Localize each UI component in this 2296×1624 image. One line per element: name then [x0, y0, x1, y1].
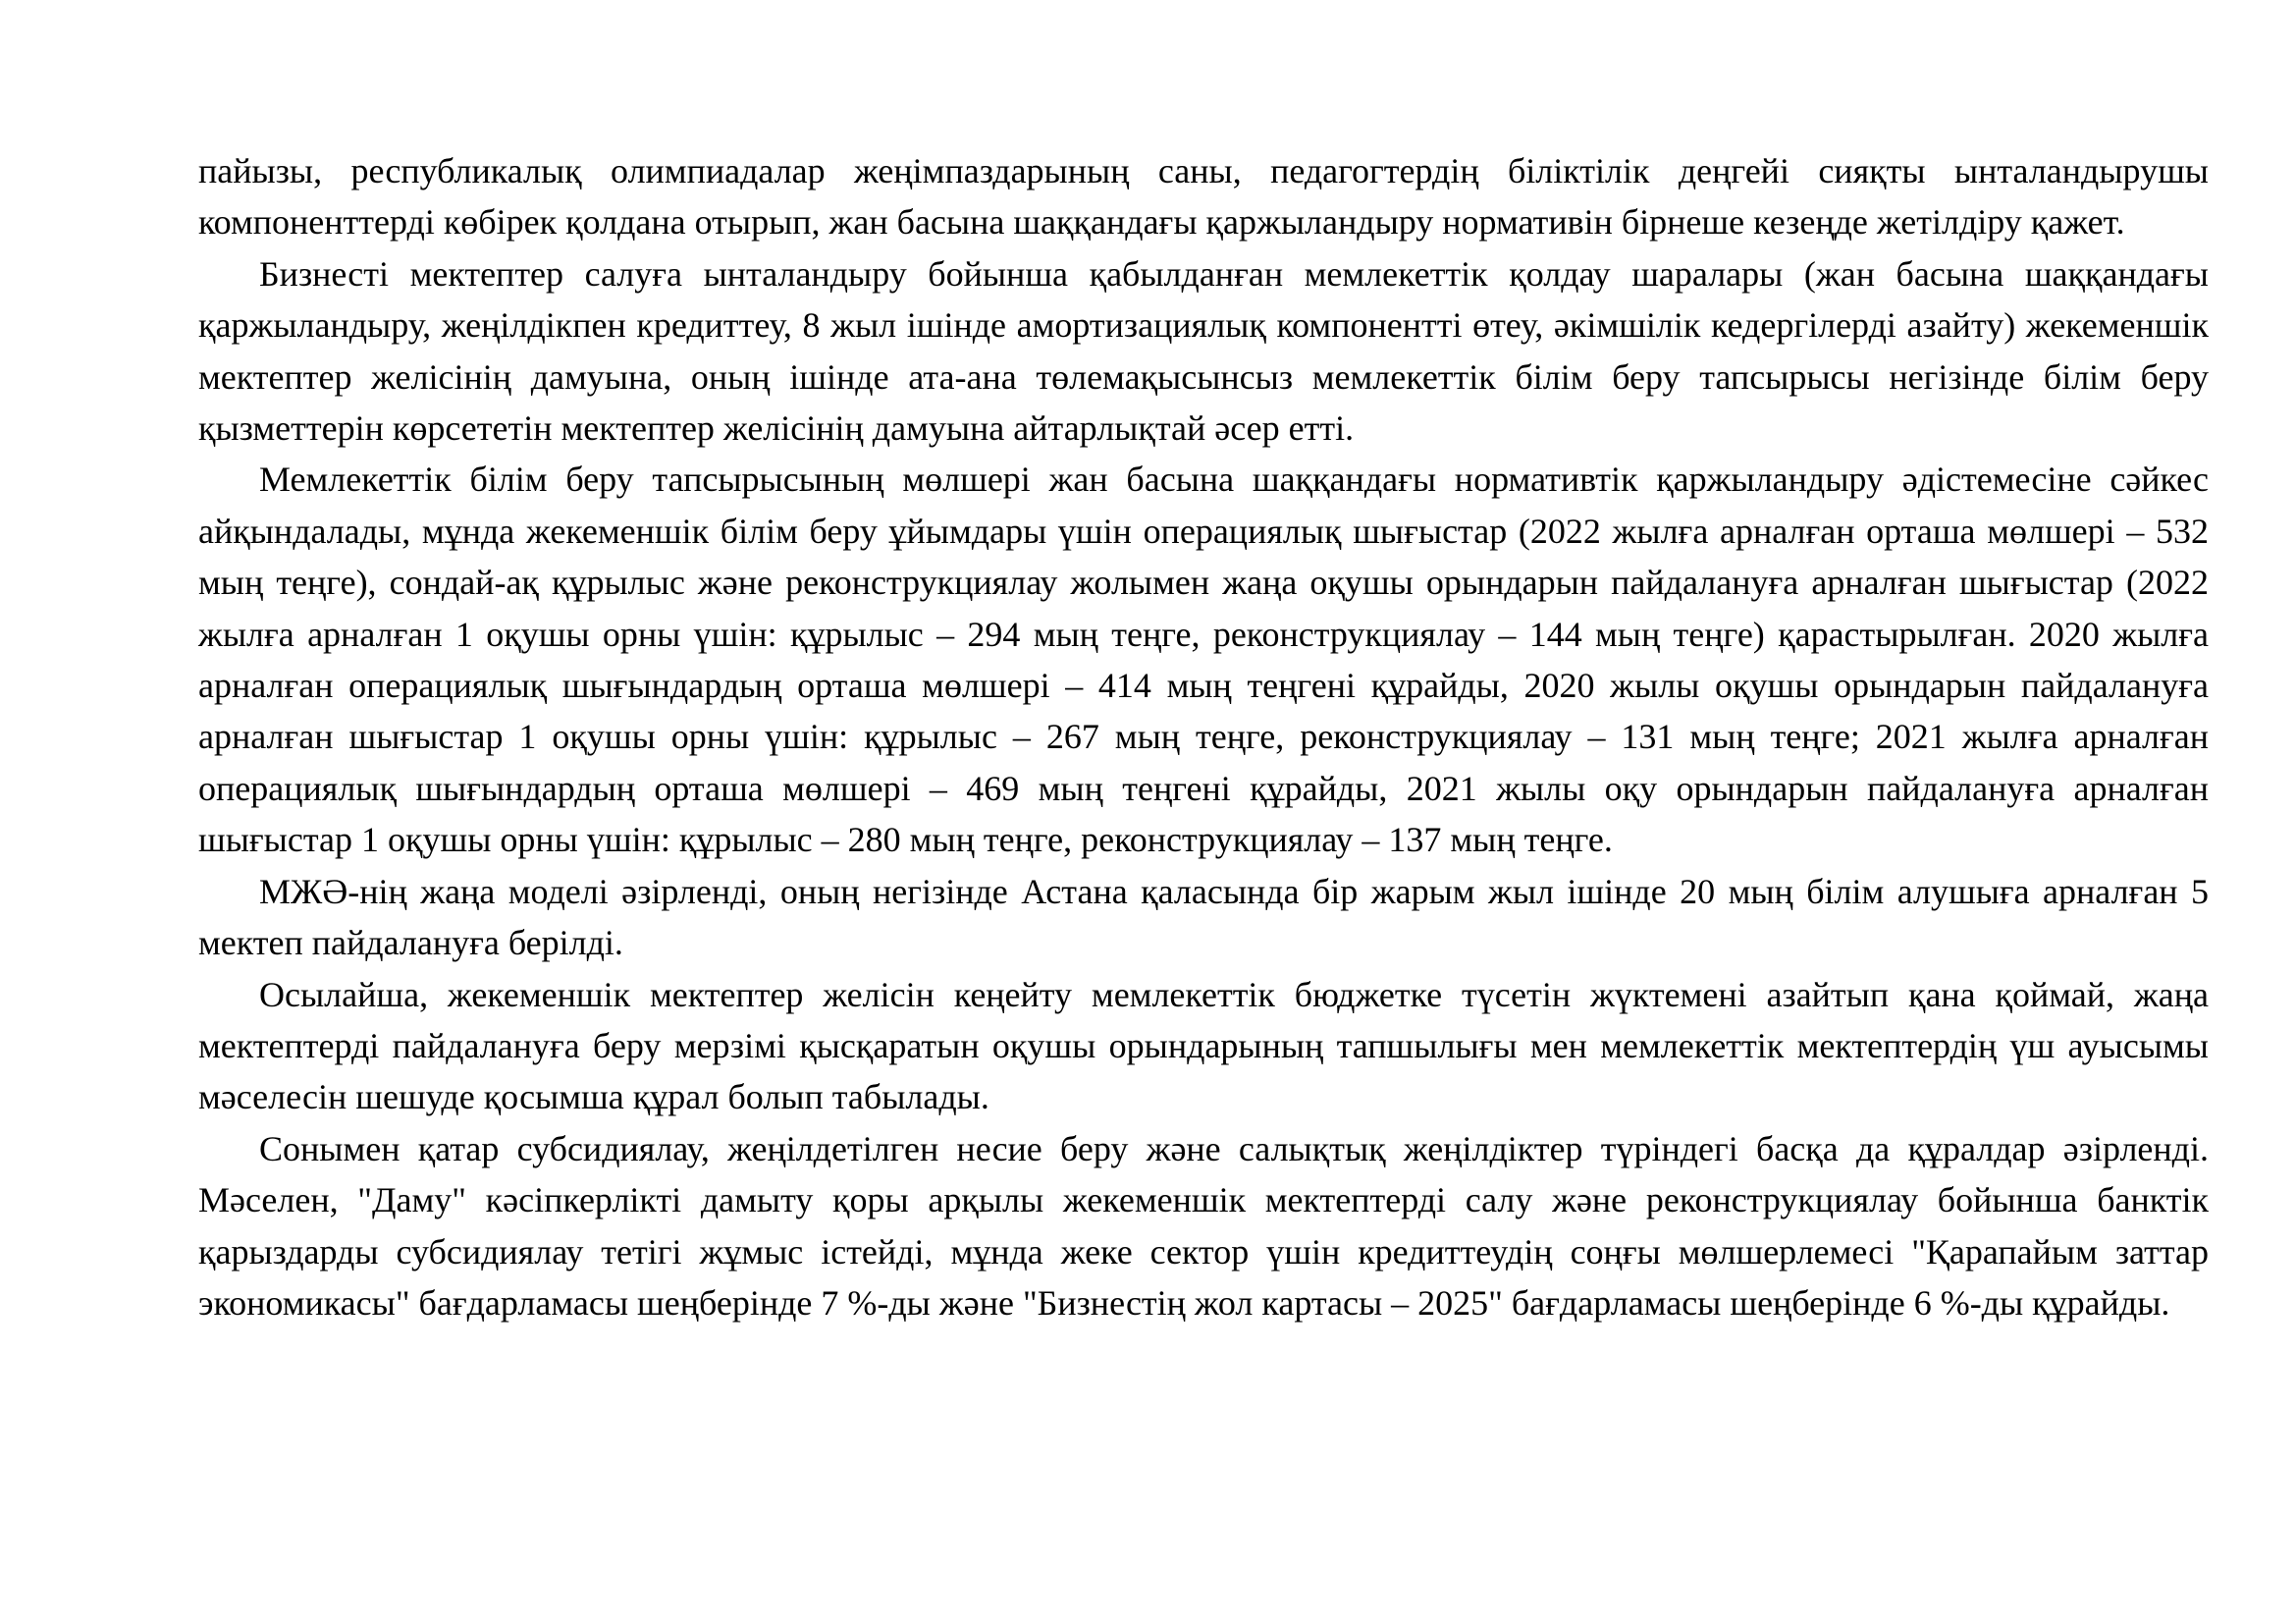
paragraph-network-expansion: Осылайша, жекеменшік мектептер желісін кеңейту мемлекеттік бюджетке түсетін жүктемені азайтып қана қоймай, жаңа мектептерді пайдалануға беру мерзімі қысқаратын оқушы орындарының тапшылығы мен мемлекеттік мектептердің үш ауысымы мәселесін шешуде қосымша құрал болып табылады. — [198, 974, 2209, 1117]
paragraph-ppp-model: МЖӘ-нің жаңа моделі әзірленді, оның негізінде Астана қаласында бір жарым жыл ішінде 20 мың білім алушыға арналған 5 мектеп пайдалануға берілді. — [198, 871, 2209, 963]
paragraph-continuation: пайызы, республикалық олимпиадалар жеңімпаздарының саны, педагогтердің біліктілік деңгейі сияқты ынталандырушы компоненттерді көбірек қолдана отырып, жан басына шаққандағы қаржыландыру нормативін бірнеше кезеңде жетілдіру қажет. — [198, 151, 2209, 243]
paragraph-business-support: Бизнесті мектептер салуға ынталандыру бойынша қабылданған мемлекеттік қолдау шаралары (жан басына шаққандағы қаржыландыру, жеңілдікпен кредиттеу, 8 жыл ішінде амортизациялық компонентті өтеу, әкімшілік кедергілерді азайту) жекеменшік мектептер желісінің дамуына, оның ішінде ата-ана төлемақысынсыз мемлекеттік білім беру тапсырысы негізінде білім беру қызметтерін көрсететін мектептер желісінің дамуына айтарлықтай әсер етті. — [198, 253, 2209, 449]
paragraph-subsidies: Сонымен қатар субсидиялау, жеңілдетілген несие беру және салықтық жеңілдіктер түріндегі басқа да құралдар әзірленді. Мәселен, "Даму" кәсіпкерлікті дамыту қоры арқылы жекеменшік мектептерді салу және реконструкциялау бойынша банктік қарыздарды субсидиялау тетігі жұмыс істейді, мұнда жеке сектор үшін кредиттеудің соңғы мөлшерлемесі "Қарапайым заттар экономикасы" бағдарламасы шеңберінде 7 %-ды және "Бизнестің жол картасы – 2025" бағдарламасы шеңберінде 6 %-ды құрайды. — [198, 1128, 2209, 1323]
document-body — [198, 145, 2209, 1328]
paragraph-state-order-funding: Мемлекеттік білім беру тапсырысының мөлшері жан басына шаққандағы нормативтік қаржыландыру әдістемесіне сәйкес айқындалады, мұнда жекеменшік білім беру ұйымдары үшін операциялық шығыстар (2022 жылға арналған орташа мөлшері – 532 мың теңге), сондай-ақ құрылыс және реконструкциялау жолымен жаңа оқушы орындарын пайдалануға арналған шығыстар (2022 жылға арналған 1 оқушы орны үшін: құрылыс – 294 мың теңге, реконструкциялау – 144 мың теңге) қарастырылған. 2020 жылға арналған операциялық шығындардың орташа мөлшері – 414 мың теңгені құрайды, 2020 жылы оқушы орындарын пайдалануға арналған шығыстар 1 оқушы орны үшін: құрылыс – 267 мың теңге, реконструкциялау – 131 мың теңге; 2021 жылға арналған операциялық шығындардың орташа мөлшері – 469 мың теңгені құрайды, 2021 жылы оқу орындарын пайдалануға арналған шығыстар 1 оқушы орны үшін: құрылыс – 280 мың теңге, реконструкциялау – 137 мың теңге. — [198, 460, 2209, 860]
